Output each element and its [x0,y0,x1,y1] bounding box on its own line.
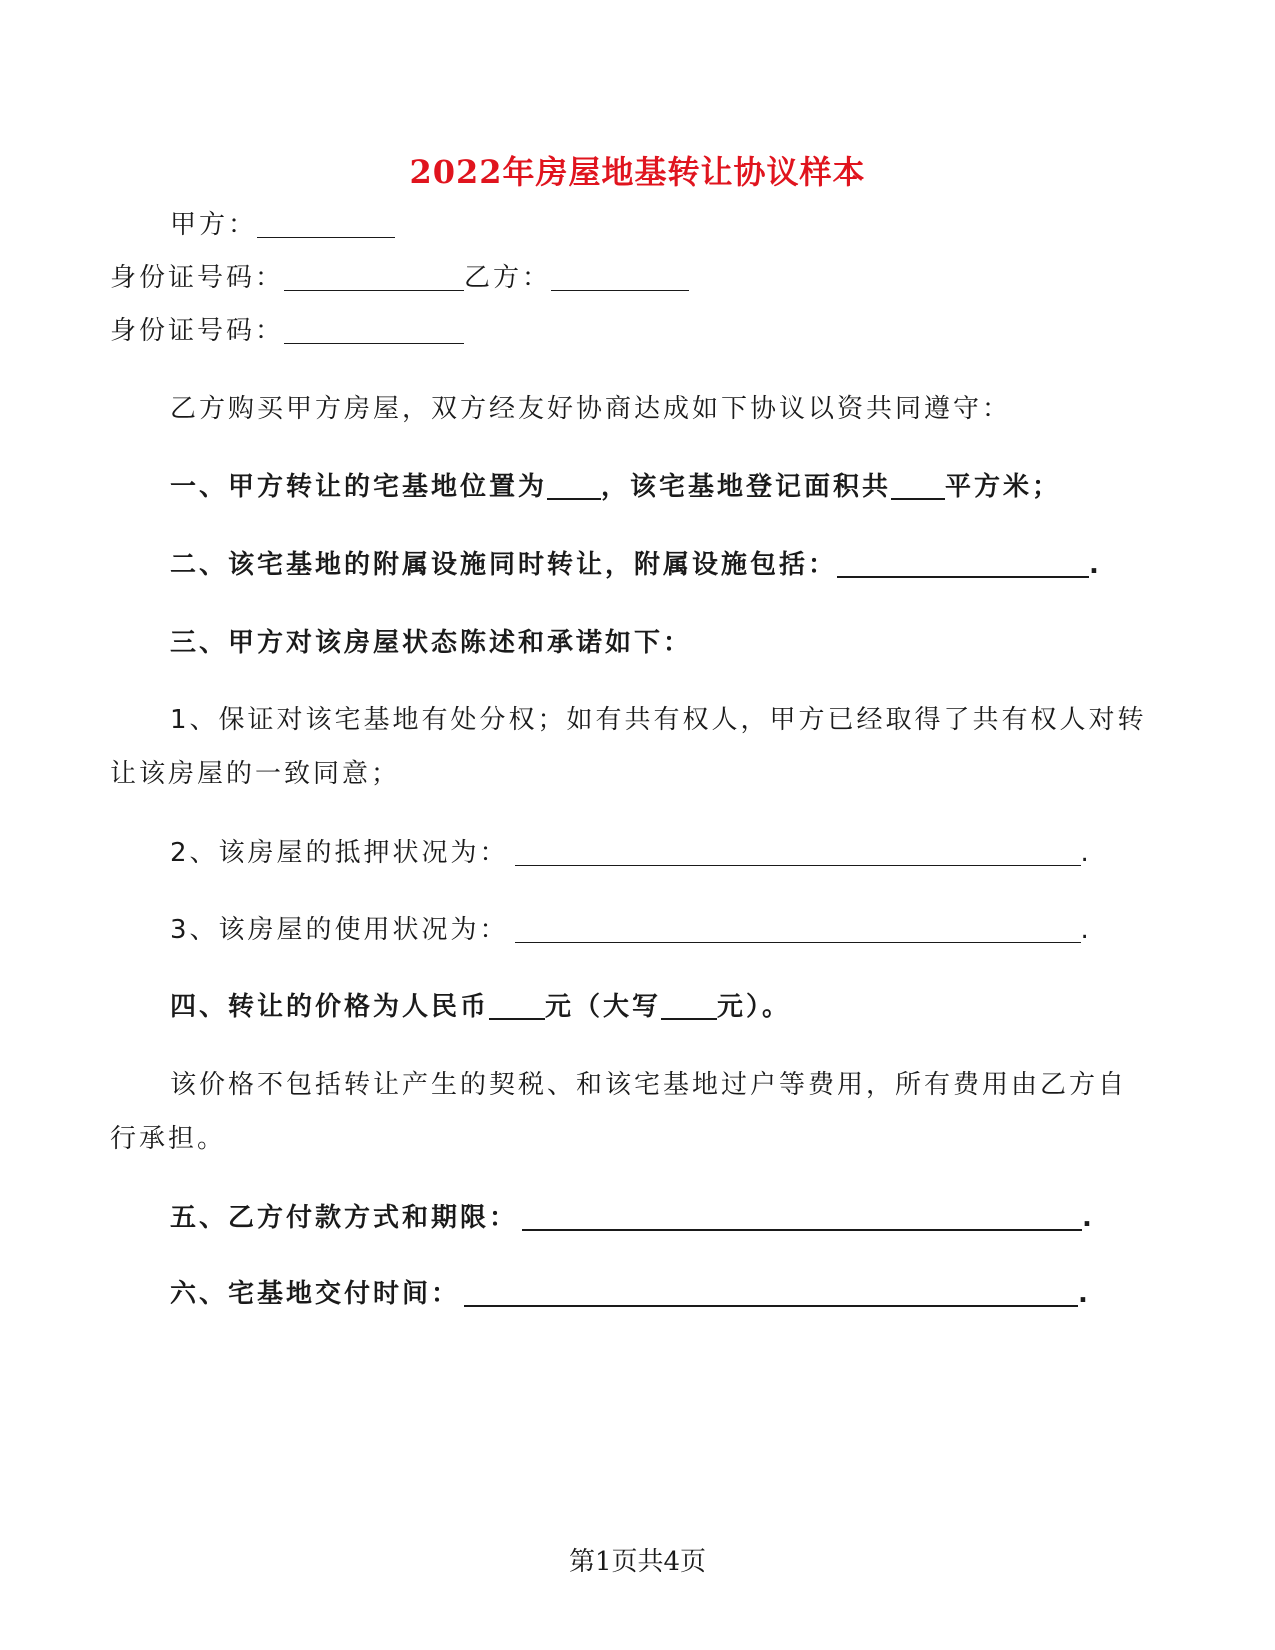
clause-1-text-b: ，该宅基地登记面积共 [601,472,892,502]
clause-2-period: . [1089,550,1102,580]
clause-5 [170,1201,1095,1235]
item-3-text: 3、该房屋的使用状况为： [170,915,509,945]
item-1-line-2: 让该房屋的一致同意； [110,759,401,789]
item-2-period: . [1080,838,1092,868]
clause-1-text-a: 一、甲方转让的宅基地位置为 [170,472,548,502]
document-title: 2022年房屋地基转让协议样本 [409,153,866,191]
id-blank-1[interactable] [284,264,464,291]
delivery-time-blank[interactable] [464,1279,1078,1307]
clause-2 [170,548,1102,582]
clause-4-text-c: 元）。 [717,992,792,1022]
price-note-line-1: 该价格不包括转让产生的契税、和该宅基地过户等费用，所有费用由乙方自 [170,1070,1128,1100]
facilities-blank[interactable] [837,550,1089,578]
party-a-line [170,208,395,242]
id-label-2: 身份证号码： [110,316,285,346]
party-a-blank[interactable] [257,211,395,238]
clause-3: 三、甲方对该房屋状态陈述和承诺如下： [170,628,693,658]
party-b-blank[interactable] [551,264,689,291]
clause-4-text-b: 元（大写 [545,992,662,1022]
clause-6-period: . [1078,1279,1091,1309]
intro-paragraph: 乙方购买甲方房屋，双方经友好协商达成如下协议以资共同遵守： [170,394,1012,424]
clause-4 [170,990,791,1024]
id-label-1: 身份证号码： [110,263,285,293]
usage-status-blank[interactable] [515,916,1081,943]
id-blank-2[interactable] [284,317,464,344]
mortgage-status-blank[interactable] [515,839,1081,866]
id-line-2 [110,314,464,348]
price-note-line-2: 行承担。 [110,1124,227,1154]
item-2-text: 2、该房屋的抵押状况为： [170,838,509,868]
price-uppercase-blank[interactable] [661,992,717,1020]
item-3-period: . [1080,915,1092,945]
item-1-line-1: 1、保证对该宅基地有处分权；如有共有权人，甲方已经取得了共有权人对转 [170,705,1147,735]
party-a-label: 甲方： [170,210,258,240]
location-blank[interactable] [547,472,601,500]
page-footer: 第1页共4页 [568,1547,707,1577]
clause-2-text: 二、该宅基地的附属设施同时转让，附属设施包括： [170,550,838,580]
item-3 [170,913,1092,947]
clause-5-text: 五、乙方付款方式和期限： [170,1203,519,1233]
clause-5-period: . [1082,1203,1095,1233]
party-b-label: 乙方： [464,263,552,293]
payment-method-blank[interactable] [522,1203,1082,1231]
clause-6-text: 六、宅基地交付时间： [170,1279,461,1309]
area-blank[interactable] [891,472,945,500]
clause-1 [170,470,1061,504]
item-2 [170,836,1092,870]
clause-1-text-c: 平方米； [945,472,1062,502]
clause-4-text-a: 四、转让的价格为人民币 [170,992,490,1022]
clause-6 [170,1277,1091,1311]
id-and-party-b-line [110,261,689,295]
price-blank[interactable] [489,992,545,1020]
